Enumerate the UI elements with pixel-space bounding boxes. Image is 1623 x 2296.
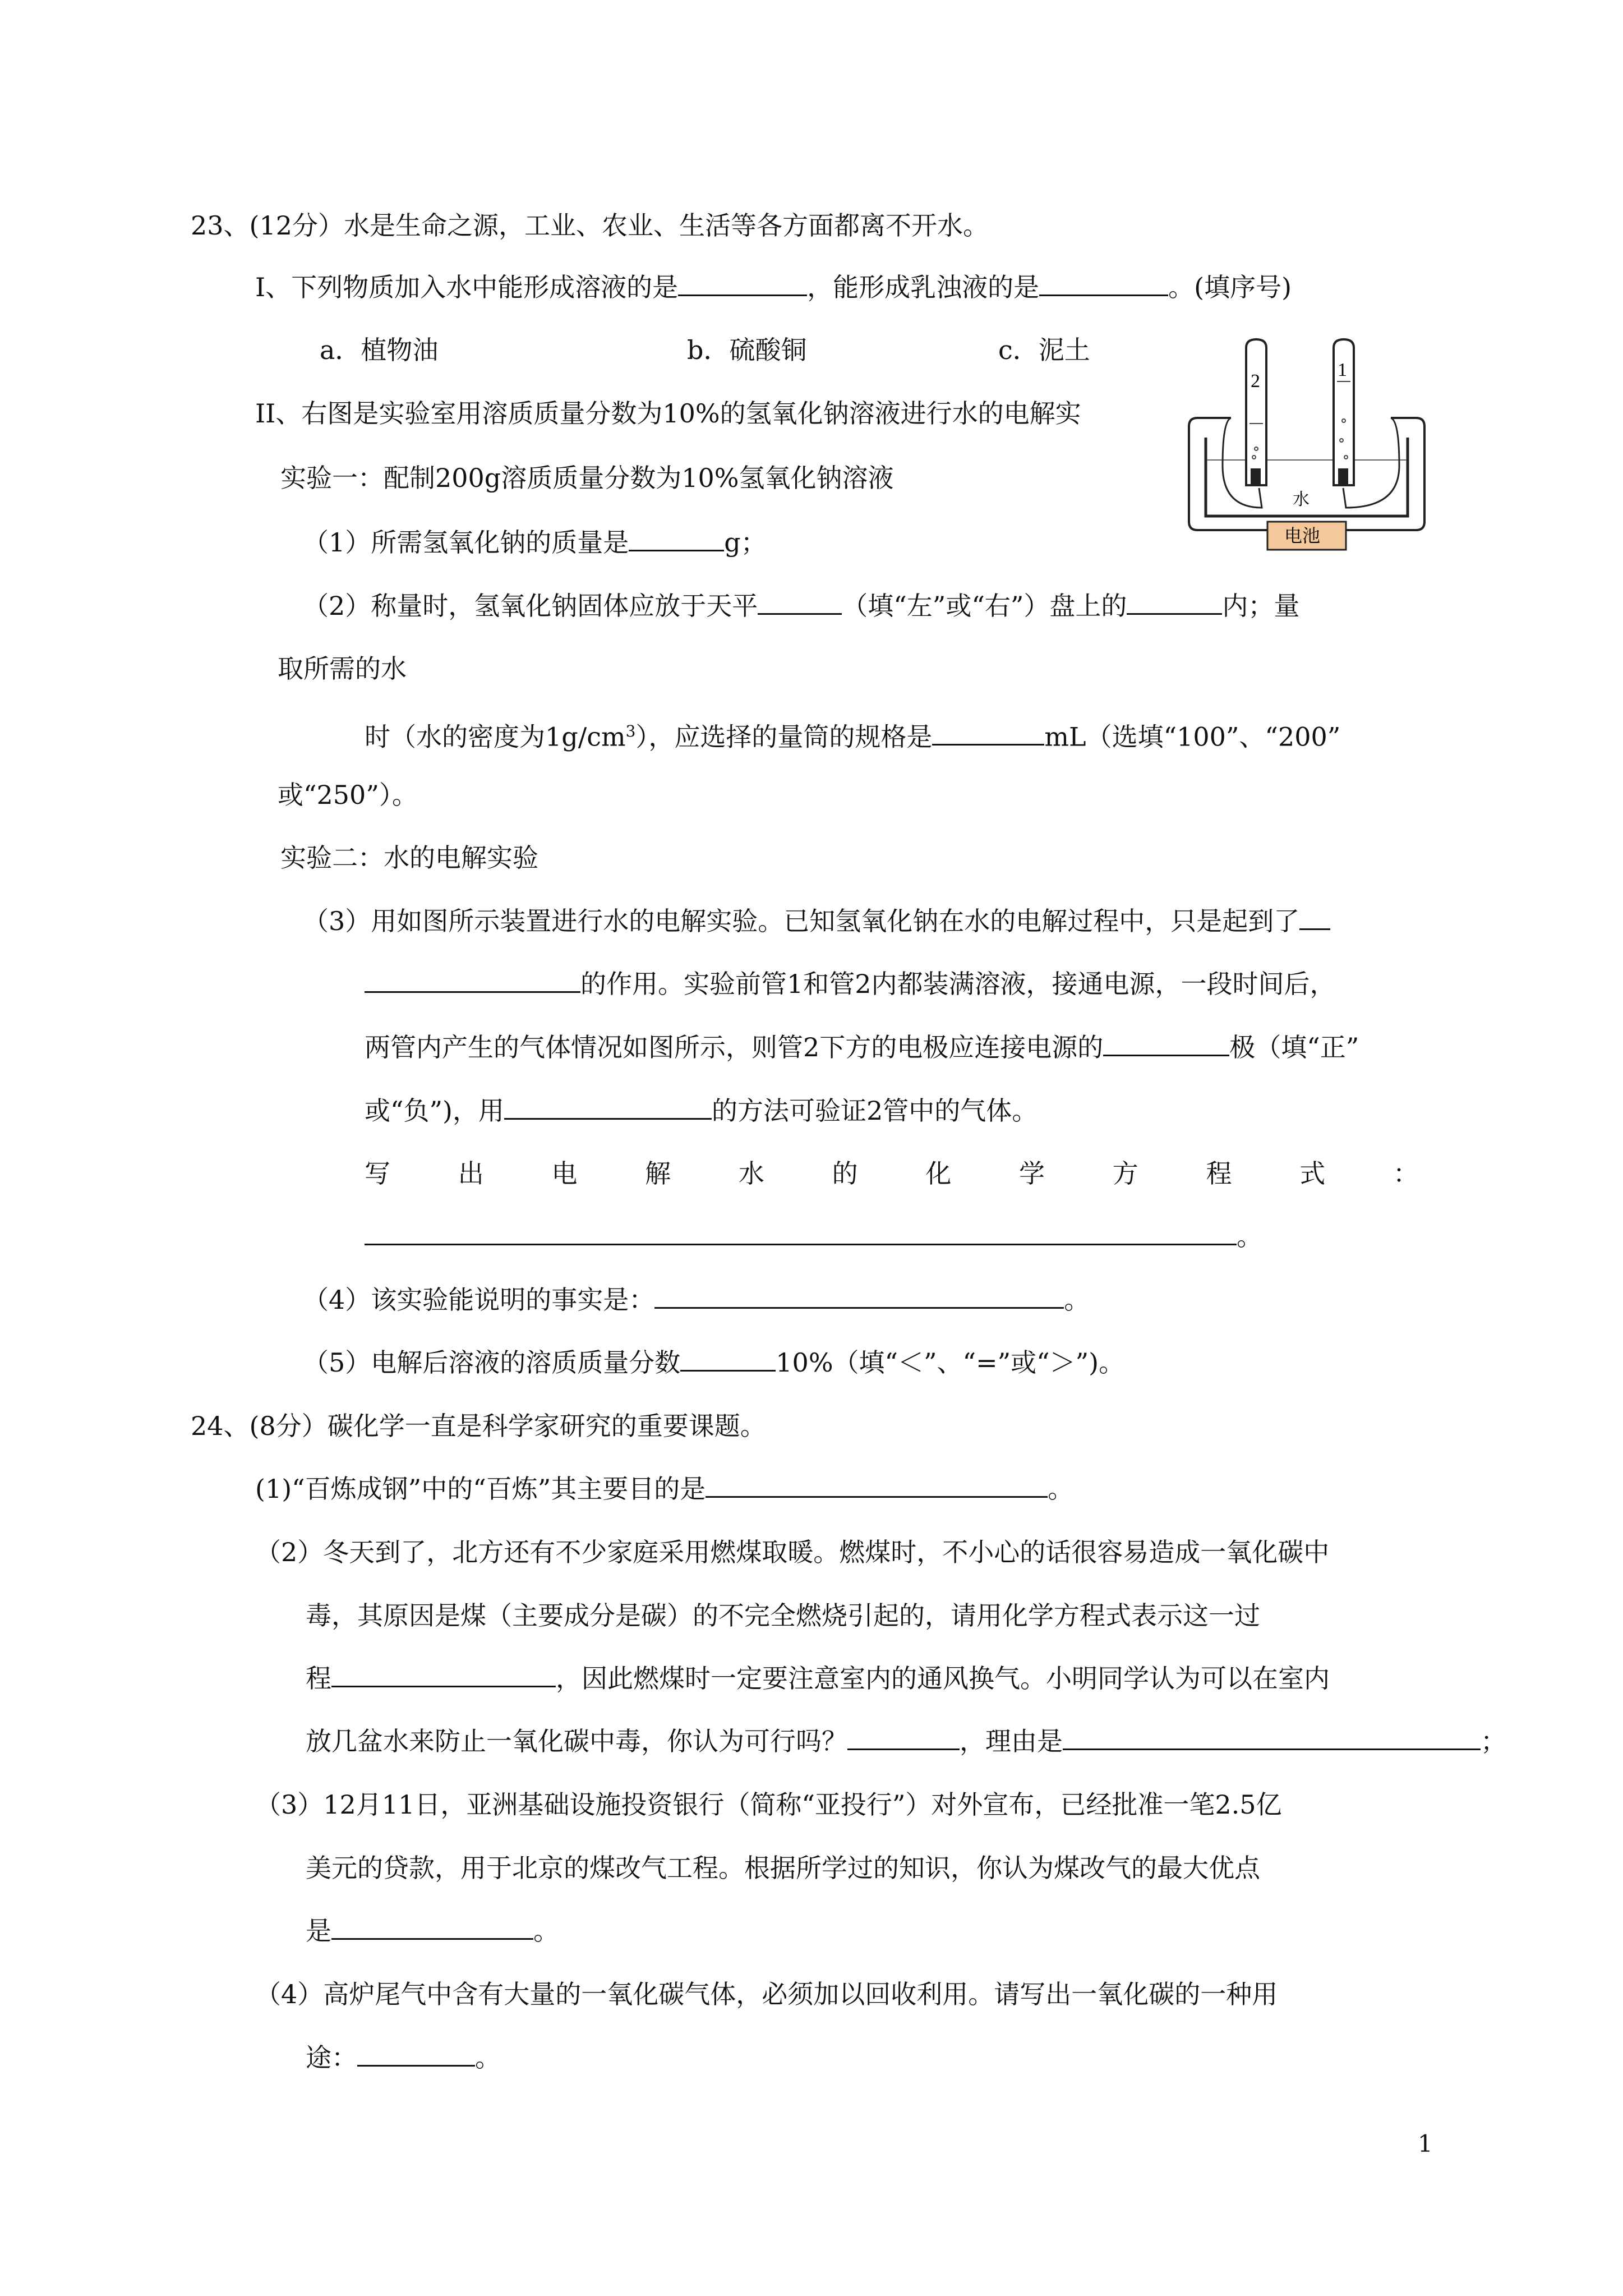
answer-blank[interactable] bbox=[1039, 272, 1168, 296]
q24-sub4-text: 途： bbox=[306, 2042, 357, 2073]
q23-sub2-text: （2）称量时，氢氧化钠固体应放于天平 bbox=[303, 591, 758, 621]
q23-sub4-text: 。 bbox=[1064, 1285, 1090, 1315]
answer-blank[interactable] bbox=[1127, 591, 1222, 615]
spread-char: 化 bbox=[925, 1158, 952, 1189]
q24-sub1-text: (1)“百炼成钢”中的“百炼”其主要目的是 bbox=[255, 1474, 706, 1504]
spread-char: 的 bbox=[832, 1158, 858, 1189]
equation-blank[interactable] bbox=[365, 1221, 1237, 1245]
q23-sub5 bbox=[303, 1345, 1124, 1381]
electrode-1 bbox=[1338, 468, 1348, 484]
q23-header: 23、(12分）水是生命之源，工业、农业、生活等各方面都离不开水。 bbox=[191, 210, 989, 241]
superscript: 3 bbox=[625, 722, 636, 740]
q23-sub3-line1 bbox=[303, 903, 1330, 939]
tube-label-1: 1 bbox=[1338, 360, 1347, 380]
q24-sub4-text: 。 bbox=[475, 2042, 501, 2073]
q23-sub3-line2 bbox=[365, 966, 1336, 1002]
tube-label-2: 2 bbox=[1251, 371, 1260, 392]
answer-blank[interactable] bbox=[654, 1285, 1064, 1309]
q23-sub1-text: （1）所需氢氧化钠的质量是 bbox=[303, 527, 629, 558]
q24-header: 24、(8分）碳化学一直是科学家研究的重要课题。 bbox=[191, 1411, 766, 1441]
spread-char: 解 bbox=[645, 1158, 671, 1189]
q23-sub3-line3 bbox=[365, 1029, 1359, 1065]
spread-char: 水 bbox=[738, 1158, 764, 1189]
electrode-2 bbox=[1251, 468, 1261, 484]
exp1-title: 实验一：配制200g溶质质量分数为10%氢氧化钠溶液 bbox=[280, 463, 894, 493]
answer-blank[interactable] bbox=[1299, 906, 1330, 930]
q23-sub3-line4 bbox=[365, 1093, 1038, 1129]
q23-sub5-text: （5）电解后溶液的溶质质量分数 bbox=[303, 1347, 681, 1378]
answer-blank[interactable] bbox=[365, 969, 580, 993]
answer-blank[interactable] bbox=[1063, 1726, 1481, 1750]
q23-sub1 bbox=[303, 524, 767, 560]
q24-sub4-line2 bbox=[306, 2040, 501, 2076]
answer-blank[interactable] bbox=[847, 1726, 960, 1750]
test-tube-2 bbox=[1246, 339, 1266, 485]
answer-blank[interactable] bbox=[331, 1663, 556, 1687]
q24-sub2-line4 bbox=[306, 1723, 1506, 1759]
water-label: 水 bbox=[1293, 490, 1310, 509]
option-a: a．植物油 bbox=[320, 335, 439, 365]
q23-sub3-text: 的作用。实验前管1和管2内都装满溶液，接通电源，一段时间后， bbox=[580, 969, 1336, 999]
spread-char: 程 bbox=[1206, 1158, 1232, 1189]
q23-sub3-text: 两管内产生的气体情况如图所示，则管2下方的电极应连接电源的 bbox=[365, 1032, 1104, 1062]
q23-sub5-text: 10%（填“＜”、“=”或“＞”)。 bbox=[776, 1347, 1125, 1378]
answer-blank[interactable] bbox=[706, 1474, 1048, 1498]
answer-blank[interactable] bbox=[1103, 1032, 1229, 1056]
q24-sub2-text: 放几盆水来防止一氧化碳中毒，你认为可行吗？ bbox=[306, 1726, 847, 1756]
q23-sub2-text: 内；量 bbox=[1222, 591, 1300, 621]
q23-sub3-text: 的方法可验证2管中的气体。 bbox=[711, 1096, 1038, 1126]
q23-sub2-line2: 取所需的水 bbox=[278, 654, 407, 684]
q23-sub2-text: mL（选填“100”、“200” bbox=[1044, 721, 1341, 752]
answer-blank[interactable] bbox=[932, 721, 1044, 746]
spread-char: 出 bbox=[458, 1158, 484, 1189]
spread-char: 方 bbox=[1112, 1158, 1138, 1189]
answer-blank[interactable] bbox=[629, 527, 724, 551]
q23-sub2-line4: 或“250”）。 bbox=[278, 780, 418, 810]
option-c: c．泥土 bbox=[998, 335, 1090, 365]
q23-sub3-equation-prompt bbox=[365, 1156, 1419, 1191]
q23-part1-text: ，能形成乳浊液的是 bbox=[807, 272, 1040, 302]
q24-sub2-text: ； bbox=[1481, 1726, 1506, 1756]
q23-sub3-line6 bbox=[365, 1218, 1262, 1254]
q23-sub2-line3 bbox=[365, 714, 1340, 754]
spread-char: 写 bbox=[365, 1158, 390, 1189]
q23-part1 bbox=[255, 269, 1292, 305]
q23-sub4-text: （4）该实验能说明的事实是： bbox=[303, 1285, 655, 1315]
spread-char: 式 bbox=[1299, 1158, 1326, 1189]
exp2-title: 实验二：水的电解实验 bbox=[280, 843, 538, 873]
q24-sub2-line3 bbox=[306, 1660, 1330, 1696]
q24-sub2-text: ，理由是 bbox=[960, 1726, 1063, 1756]
answer-blank[interactable] bbox=[357, 2042, 475, 2067]
q23-sub4 bbox=[303, 1282, 1090, 1318]
q24-sub4-line1: （4）高炉尾气中含有大量的一氧化碳气体，必须加以回收利用。请写出一氧化碳的一种用 bbox=[255, 1979, 1278, 2009]
q24-sub3-line1: （3）12月11日，亚洲基础设施投资银行（简称“亚投行”）对外宣布，已经批准一笔2.5亿 bbox=[255, 1789, 1282, 1820]
q23-sub2-text: ），应选择的量筒的规格是 bbox=[635, 721, 933, 752]
page-number: 1 bbox=[1418, 2130, 1433, 2157]
spread-char: 电 bbox=[551, 1158, 578, 1189]
answer-blank[interactable] bbox=[504, 1096, 712, 1120]
answer-blank[interactable] bbox=[680, 1347, 776, 1372]
q23-sub3-text: 或“负”)，用 bbox=[365, 1096, 504, 1126]
spread-char: 学 bbox=[1019, 1158, 1045, 1189]
q24-sub1-text: 。 bbox=[1048, 1474, 1074, 1504]
q23-sub3-text: （3）用如图所示装置进行水的电解实验。已知氢氧化钠在水的电解过程中，只是起到了 bbox=[303, 906, 1300, 936]
answer-blank[interactable] bbox=[678, 272, 807, 296]
q24-sub3-text: 。 bbox=[533, 1916, 559, 1946]
q23-sub3-text: 。 bbox=[1237, 1221, 1262, 1251]
q24-sub2-text: ，因此燃煤时一定要注意室内的通风换气。小明同学认为可以在室内 bbox=[556, 1663, 1330, 1694]
q24-sub3-line3 bbox=[306, 1913, 559, 1949]
q23-part2: II、右图是实验室用溶质质量分数为10%的氢氧化钠溶液进行水的电解实 bbox=[255, 398, 1081, 429]
q23-sub1-text: g； bbox=[724, 527, 767, 558]
q23-sub2-line1 bbox=[303, 588, 1299, 624]
q23-part1-text: 。(填序号) bbox=[1168, 272, 1292, 302]
q24-sub2-line2: 毒，其原因是煤（主要成分是碳）的不完全燃烧引起的，请用化学方程式表示这一过 bbox=[306, 1600, 1260, 1631]
option-b: b．硫酸铜 bbox=[687, 335, 807, 365]
q23-sub2-text: 时（水的密度为1g/cm bbox=[365, 721, 626, 752]
electrolysis-apparatus-figure bbox=[1166, 337, 1447, 567]
answer-blank[interactable] bbox=[331, 1916, 533, 1940]
spread-char: ： bbox=[1393, 1158, 1419, 1189]
q24-sub2-text: 程 bbox=[306, 1663, 331, 1694]
q23-sub2-text: （填“左”或“右”）盘上的 bbox=[842, 591, 1127, 621]
q24-sub3-text: 是 bbox=[306, 1916, 331, 1946]
q24-sub1 bbox=[255, 1471, 1073, 1507]
q24-sub2-line1: （2）冬天到了，北方还有不少家庭采用燃煤取暖。燃煤时，不小心的话很容易造成一氧化碳中 bbox=[255, 1537, 1330, 1567]
q24-sub3-line2: 美元的贷款，用于北京的煤改气工程。根据所学过的知识，你认为煤改气的最大优点 bbox=[306, 1853, 1260, 1883]
answer-blank[interactable] bbox=[758, 591, 842, 615]
q23-part1-text: I、下列物质加入水中能形成溶液的是 bbox=[255, 272, 679, 302]
battery-label: 电池 bbox=[1284, 525, 1321, 546]
q23-sub3-text: 极（填“正” bbox=[1229, 1032, 1359, 1062]
